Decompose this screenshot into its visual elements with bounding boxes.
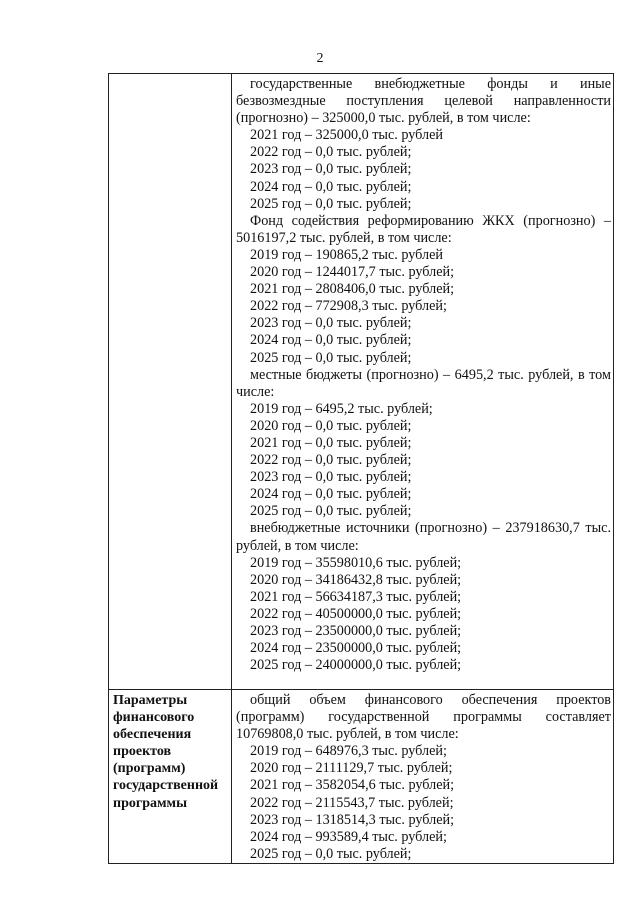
- projects-year-line: 2025 год – 0,0 тыс. рублей;: [250, 845, 412, 862]
- projects-label-line: программы: [113, 795, 187, 811]
- table-row: [109, 74, 614, 690]
- housing-fund-paragraph: Фонд содействия реформированию ЖКХ (прогнозно) – 5016197,2 тыс. рублей, в том числе:: [236, 212, 611, 246]
- funding-sources-cell: [232, 74, 614, 690]
- state-funds-paragraph: государственные внебюджетные фонды и иные безвозмездные поступления целевой направленности (прогнозно) – 325000,0 тыс. рублей, в том числе:: [236, 76, 611, 127]
- table-row: [109, 690, 614, 864]
- housing-fund-year-line: 2019 год – 190865,2 тыс. рублей: [250, 246, 443, 263]
- empty-label-cell: [109, 74, 232, 690]
- program-passport-table: [108, 73, 614, 864]
- projects-label-line: финансового: [113, 710, 195, 726]
- projects-content-cell: [232, 690, 614, 864]
- projects-paragraph: общий объем финансового обеспечения проектов (программ) государственной программы составляет 10769808,0 тыс. рублей, в том числе:: [236, 692, 611, 743]
- housing-fund-year-line: 2023 год – 0,0 тыс. рублей;: [250, 315, 412, 332]
- page-number: 2: [316, 51, 324, 66]
- local-budgets-year-line: 2025 год – 0,0 тыс. рублей;: [250, 503, 412, 520]
- state-funds-year-line: 2022 год – 0,0 тыс. рублей;: [250, 144, 412, 161]
- extrabudgetary-year-line: 2020 год – 34186432,8 тыс. рублей;: [250, 571, 462, 588]
- projects-year-line: 2019 год – 648976,3 тыс. рублей;: [250, 743, 447, 760]
- extrabudgetary-year-line: 2025 год – 24000000,0 тыс. рублей;: [250, 657, 462, 674]
- projects-label-line: обеспечения: [113, 727, 192, 743]
- projects-year-line: 2020 год – 2111129,7 тыс. рублей;: [250, 760, 453, 777]
- housing-fund-year-line: 2021 год – 2808406,0 тыс. рублей;: [250, 281, 455, 298]
- state-funds-year-line: 2025 год – 0,0 тыс. рублей;: [250, 195, 412, 212]
- projects-year-line: 2024 год – 993589,4 тыс. рублей;: [250, 828, 447, 845]
- state-funds-year-line: 2023 год – 0,0 тыс. рублей;: [250, 161, 412, 178]
- local-budgets-year-line: 2021 год – 0,0 тыс. рублей;: [250, 434, 412, 451]
- projects-year-line: 2022 год – 2115543,7 тыс. рублей;: [250, 794, 454, 811]
- extrabudgetary-year-line: 2022 год – 40500000,0 тыс. рублей;: [250, 605, 462, 622]
- state-funds-year-line: 2021 год – 325000,0 тыс. рублей: [250, 127, 443, 144]
- housing-fund-year-line: 2022 год – 772908,3 тыс. рублей;: [250, 298, 447, 315]
- extrabudgetary-year-line: 2023 год – 23500000,0 тыс. рублей;: [250, 623, 462, 639]
- projects-year-line: 2021 год – 3582054,6 тыс. рублей;: [250, 777, 455, 794]
- projects-label-line: Параметры: [113, 693, 188, 708]
- projects-year-line: 2023 год – 1318514,3 тыс. рублей;: [250, 811, 455, 828]
- local-budgets-year-line: 2020 год – 0,0 тыс. рублей;: [250, 417, 412, 434]
- housing-fund-year-line: 2020 год – 1244017,7 тыс. рублей;: [250, 264, 455, 281]
- local-budgets-year-line: 2022 год – 0,0 тыс. рублей;: [250, 452, 412, 469]
- extrabudgetary-year-line: 2024 год – 23500000,0 тыс. рублей;: [250, 640, 462, 657]
- local-budgets-paragraph: местные бюджеты (прогнозно) – 6495,2 тыс. рублей, в том числе:: [236, 366, 611, 400]
- housing-fund-year-line: 2024 год – 0,0 тыс. рублей;: [250, 332, 412, 349]
- local-budgets-year-line: 2024 год – 0,0 тыс. рублей;: [250, 486, 412, 503]
- local-budgets-year-line: 2019 год – 6495,2 тыс. рублей;: [250, 400, 433, 417]
- extrabudgetary-year-line: 2019 год – 35598010,6 тыс. рублей;: [250, 554, 462, 571]
- projects-label-line: проектов: [113, 744, 172, 760]
- projects-label-line: (программ): [113, 761, 186, 777]
- projects-label-line: государственной: [113, 778, 219, 794]
- local-budgets-year-line: 2023 год – 0,0 тыс. рублей;: [250, 469, 412, 486]
- extrabudgetary-paragraph: внебюджетные источники (прогнозно) – 237918630,7 тыс. рублей, в том числе:: [236, 520, 611, 554]
- housing-fund-year-line: 2025 год – 0,0 тыс. рублей;: [250, 349, 412, 366]
- extrabudgetary-year-line: 2021 год – 56634187,3 тыс. рублей;: [250, 588, 462, 605]
- projects-label-cell: [109, 690, 232, 864]
- state-funds-year-line: 2024 год – 0,0 тыс. рублей;: [250, 178, 412, 195]
